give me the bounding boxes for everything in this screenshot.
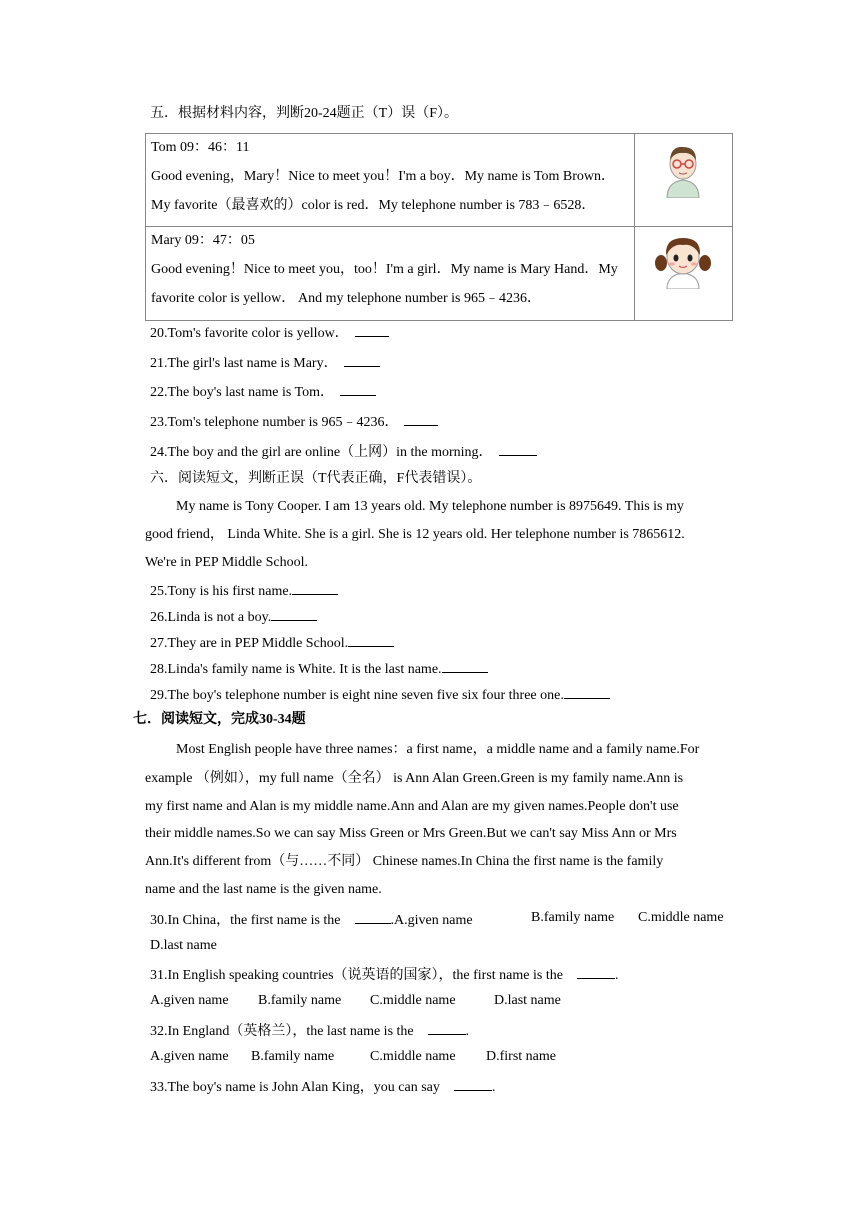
section7-passage-line-1: Most English people have three names：a first name，a middle name and a family name.For bbox=[176, 742, 700, 757]
tom-header: Tom 09：46：11 bbox=[151, 140, 250, 155]
question-31-option-a: A.given name bbox=[150, 993, 229, 1008]
question-32-option-c: C.middle name bbox=[370, 1049, 456, 1064]
tom-message-cell bbox=[146, 134, 635, 227]
section7-passage-line-6: name and the last name is the given name. bbox=[145, 882, 382, 897]
question-28-text: 28.Linda's family name is White. It is the last name. bbox=[150, 662, 442, 677]
question-32-end: . bbox=[465, 1024, 470, 1039]
question-31 bbox=[150, 966, 618, 983]
question-25-text: 25.Tony is his first name. bbox=[150, 584, 293, 599]
mary-message-cell bbox=[146, 227, 635, 321]
question-32-option-a: A.given name bbox=[150, 1049, 229, 1064]
question-25 bbox=[150, 582, 338, 599]
section6-passage-line-1: My name is Tony Cooper. I am 13 years old. My telephone number is 8975649. This is my bbox=[176, 499, 684, 514]
question-30-stem: 30.In China，the first name is the bbox=[150, 913, 341, 928]
section6-passage-line-2: good friend， Linda White. She is a girl. She is 12 years old. Her telephone number is 7865612. bbox=[145, 527, 685, 542]
question-32-option-d: D.first name bbox=[486, 1049, 556, 1064]
question-30-option-b: B.family name bbox=[531, 910, 615, 925]
section5-heading: 五．根据材料内容，判断20-24题正（T）误（F）。 bbox=[150, 106, 458, 121]
answer-blank-24[interactable] bbox=[499, 443, 537, 456]
question-32-option-b: B.family name bbox=[251, 1049, 335, 1064]
question-24-text: 24.The boy and the girl are online（上网）in the morning． bbox=[150, 445, 493, 460]
answer-blank-30[interactable] bbox=[355, 911, 391, 924]
answer-blank-26[interactable] bbox=[271, 608, 317, 621]
question-31-stem: 31.In English speaking countries（说英语的国家），the first name is the bbox=[150, 968, 563, 983]
question-29-text: 29.The boy's telephone number is eight nine seven five six four three one. bbox=[150, 688, 564, 703]
question-22-text: 22.The boy's last name is Tom． bbox=[150, 385, 335, 400]
question-21-text: 21.The girl's last name is Mary． bbox=[150, 356, 338, 371]
section7-passage-line-5: Ann.It's different from（与……不同） Chinese names.In China the first name is the family bbox=[145, 854, 664, 869]
answer-blank-27[interactable] bbox=[348, 634, 394, 647]
question-30 bbox=[150, 911, 473, 928]
mary-avatar-cell bbox=[634, 227, 733, 321]
question-31-end: . bbox=[614, 968, 619, 983]
question-22 bbox=[150, 383, 376, 400]
question-20-text: 20.Tom's favorite color is yellow． bbox=[150, 326, 349, 341]
question-24 bbox=[150, 443, 537, 460]
answer-blank-20[interactable] bbox=[355, 324, 389, 337]
question-29 bbox=[150, 686, 610, 703]
answer-blank-22[interactable] bbox=[340, 383, 376, 396]
mary-line-2: favorite color is yellow． And my telephone number is 965﹣4236． bbox=[151, 291, 541, 306]
section7-heading: 七．阅读短文，完成30-34题 bbox=[133, 712, 306, 727]
answer-blank-28[interactable] bbox=[442, 660, 488, 673]
question-30-option-c: C.middle name bbox=[638, 910, 724, 925]
question-33-stem: 33.The boy's name is John Alan King，you can say bbox=[150, 1080, 440, 1095]
question-33-end: . bbox=[491, 1080, 496, 1095]
mary-header: Mary 09：47：05 bbox=[151, 233, 255, 248]
question-28 bbox=[150, 660, 488, 677]
question-27 bbox=[150, 634, 394, 651]
answer-blank-32[interactable] bbox=[428, 1022, 466, 1035]
boy-avatar-icon bbox=[661, 142, 705, 198]
question-31-option-c: C.middle name bbox=[370, 993, 456, 1008]
answer-blank-29[interactable] bbox=[564, 686, 610, 699]
question-23-text: 23.Tom's telephone number is 965﹣4236． bbox=[150, 415, 399, 430]
girl-avatar-icon bbox=[653, 233, 713, 289]
question-26 bbox=[150, 608, 317, 625]
question-32 bbox=[150, 1022, 469, 1039]
mary-line-1: Good evening！Nice to meet you，too！I'm a girl．My name is Mary Hand．My bbox=[151, 262, 618, 277]
answer-blank-33[interactable] bbox=[454, 1078, 492, 1091]
question-31-option-d: D.last name bbox=[494, 993, 561, 1008]
question-23 bbox=[150, 413, 438, 430]
question-27-text: 27.They are in PEP Middle School. bbox=[150, 636, 349, 651]
section7-passage-line-2: example （例如），my full name（全名） is Ann Alan Green.Green is my family name.Ann is bbox=[145, 771, 684, 786]
question-30-option-d: D.last name bbox=[150, 938, 217, 953]
answer-blank-23[interactable] bbox=[404, 413, 438, 426]
question-31-option-b: B.family name bbox=[258, 993, 342, 1008]
question-32-stem: 32.In England（英格兰），the last name is the bbox=[150, 1024, 414, 1039]
question-20 bbox=[150, 324, 389, 341]
question-21 bbox=[150, 354, 380, 371]
tom-avatar-cell bbox=[634, 134, 733, 227]
answer-blank-25[interactable] bbox=[292, 582, 338, 595]
question-33 bbox=[150, 1078, 495, 1095]
section7-passage-line-4: their middle names.So we can say Miss Green or Mrs Green.But we can't say Miss Ann or Mrs bbox=[145, 826, 677, 841]
question-26-text: 26.Linda is not a boy. bbox=[150, 610, 272, 625]
section6-heading: 六．阅读短文，判断正误（T代表正确，F代表错误）。 bbox=[150, 471, 482, 486]
tom-line-1: Good evening，Mary！Nice to meet you！I'm a boy．My name is Tom Brown． bbox=[151, 169, 615, 184]
chat-table bbox=[145, 133, 733, 321]
section7-passage-line-3: my first name and Alan is my middle name.Ann and Alan are my given names.People don't use bbox=[145, 799, 679, 814]
tom-line-2: My favorite（最喜欢的）color is red．My telephone number is 783﹣6528． bbox=[151, 198, 596, 213]
answer-blank-31[interactable] bbox=[577, 966, 615, 979]
section6-passage-line-3: We're in PEP Middle School. bbox=[145, 555, 309, 570]
question-30-option-a: .A.given name bbox=[390, 913, 473, 928]
answer-blank-21[interactable] bbox=[344, 354, 380, 367]
